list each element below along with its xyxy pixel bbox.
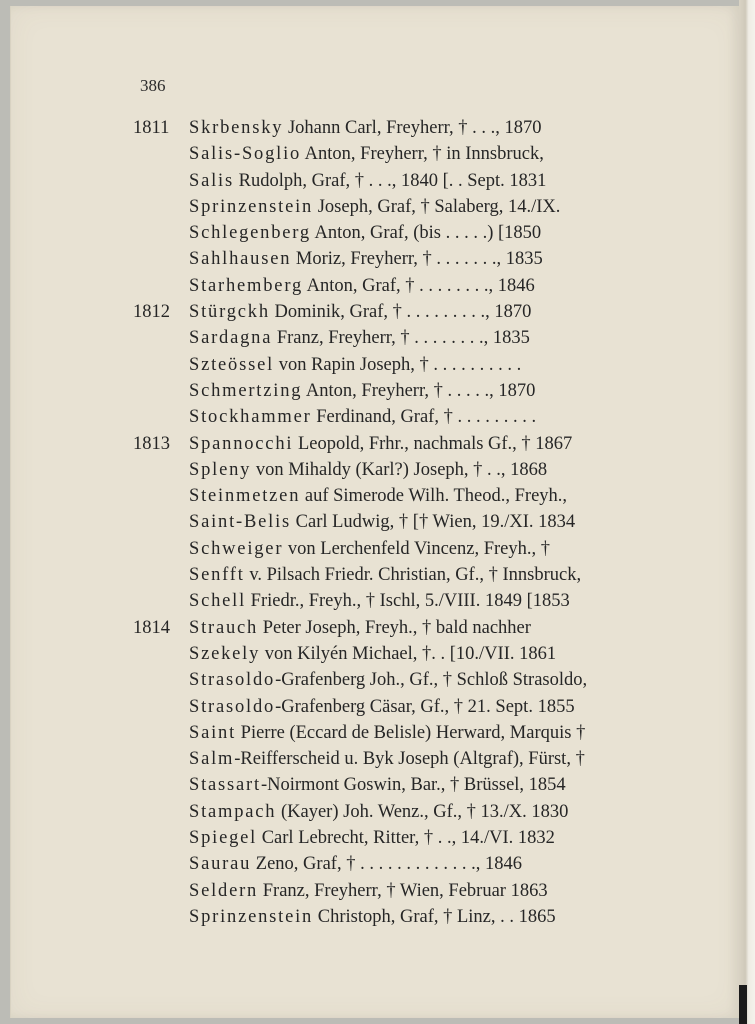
entry-details: -Noirmont Goswin, Bar., † Brüssel, 1854	[260, 775, 566, 796]
entry-name: Sardagna	[189, 328, 273, 349]
entry-text	[189, 881, 691, 902]
entry-name: Senfft	[189, 565, 245, 586]
entry-text	[189, 171, 691, 192]
entry-name: Stockhammer	[189, 407, 312, 428]
entry-details: -Grafenberg Cäsar, Gf., † 21. Sept. 1855	[275, 696, 575, 717]
entry-name: Saint	[189, 722, 237, 743]
list-item	[11, 618, 740, 644]
list-item	[11, 723, 740, 749]
entry-text	[189, 828, 691, 849]
entry-name: Seldern	[189, 880, 259, 901]
entry-name: Stassart	[189, 775, 261, 796]
entry-name: Schlegenberg	[189, 223, 311, 244]
list-item	[11, 486, 740, 512]
list-item	[11, 775, 740, 801]
entry-details: Carl Lebrecht, Ritter, † . ., 14./VI. 1832	[257, 828, 555, 849]
entry-details: v. Pilsach Friedr. Christian, Gf., † Innsbruck,	[244, 565, 582, 586]
entry-name: Szekely	[189, 643, 261, 664]
list-item	[11, 434, 740, 460]
list-item	[11, 171, 740, 197]
entry-text	[189, 697, 691, 718]
entry-text	[189, 644, 691, 665]
entry-details: Johann Carl, Freyherr, † . . ., 1870	[283, 118, 542, 138]
entry-text	[189, 565, 691, 586]
list-item	[11, 670, 740, 696]
entry-text	[189, 854, 691, 875]
entry-text	[189, 802, 691, 823]
entry-name: Spiegel	[189, 828, 258, 849]
entry-name: Salm	[189, 749, 235, 770]
list-item	[11, 591, 740, 617]
entry-list	[11, 118, 740, 933]
entry-details: Ferdinand, Graf, † . . . . . . . . .	[311, 407, 537, 428]
entry-details: auf Simerode Wilh. Theod., Freyh.,	[300, 486, 568, 507]
entry-details: von Lerchenfeld Vincenz, Freyh., †	[283, 538, 551, 559]
entry-name: Saint-Belis	[189, 512, 292, 533]
entry-details: Franz, Freyherr, † . . . . . . . ., 1835	[272, 328, 530, 349]
entry-text	[189, 907, 691, 928]
entry-text	[189, 328, 691, 349]
entry-name: Strasoldo	[189, 696, 276, 717]
entry-details: Peter Joseph, Freyh., † bald nachher	[258, 617, 531, 638]
book-page	[10, 6, 740, 1018]
list-item	[11, 144, 740, 170]
list-item	[11, 907, 740, 933]
list-item	[11, 460, 740, 486]
entry-text	[189, 197, 691, 218]
entry-details: Joseph, Graf, † Salaberg, 14./IX.	[313, 196, 561, 217]
entry-details: Pierre (Eccard de Belisle) Herward, Marquis †	[236, 722, 586, 743]
list-item	[11, 539, 740, 565]
entry-details: Friedr., Freyh., † Ischl, 5./VIII. 1849 [1853	[246, 591, 570, 612]
list-item	[11, 302, 740, 328]
list-item	[11, 749, 740, 775]
list-item	[11, 881, 740, 907]
entry-text	[189, 723, 691, 744]
list-item	[11, 197, 740, 223]
entry-name: Salis-Soglio	[189, 144, 302, 165]
entry-details: von Mihaldy (Karl?) Joseph, † . ., 1868	[251, 459, 548, 480]
entry-text	[189, 486, 691, 507]
list-item	[11, 512, 740, 538]
entry-text	[189, 223, 691, 244]
list-item	[11, 276, 740, 302]
list-item	[11, 223, 740, 249]
entry-year: 1813	[133, 433, 170, 454]
entry-details: -Reifferscheid u. Byk Joseph (Altgraf), Fürst, †	[234, 749, 585, 770]
entry-details: Anton, Graf, (bis . . . . .) [1850	[310, 223, 542, 244]
entry-text	[189, 512, 691, 533]
entry-details: von Kilyén Michael, †. . [10./VII. 1861	[260, 643, 557, 664]
list-item	[11, 328, 740, 354]
entry-text	[189, 434, 691, 455]
entry-text	[189, 749, 691, 770]
entry-text	[189, 591, 691, 612]
list-item	[11, 828, 740, 854]
page-number: 386	[140, 76, 166, 95]
entry-name: Sprinzenstein	[189, 196, 314, 217]
page-edge	[739, 0, 755, 1024]
entry-details: Christoph, Graf, † Linz, . . 1865	[313, 906, 556, 927]
entry-text	[189, 381, 691, 402]
entry-text	[189, 276, 691, 297]
entry-text	[189, 118, 691, 139]
entry-name: Stampach	[189, 801, 277, 822]
entry-name: Salis	[189, 170, 234, 191]
entry-details: Moriz, Freyherr, † . . . . . . ., 1835	[291, 249, 543, 270]
entry-details: Zeno, Graf, † . . . . . . . . . . . . ., 1846	[251, 854, 522, 875]
entry-text	[189, 249, 691, 270]
list-item	[11, 118, 740, 144]
entry-name: Schell	[189, 591, 247, 612]
entry-text	[189, 302, 691, 323]
list-item	[11, 565, 740, 591]
entry-name: Sprinzenstein	[189, 906, 314, 927]
entry-year: 1814	[133, 617, 170, 638]
list-item	[11, 407, 740, 433]
list-item	[11, 802, 740, 828]
entry-name: Starhemberg	[189, 275, 303, 296]
entry-text	[189, 618, 691, 639]
entry-details: Rudolph, Graf, † . . ., 1840 [. . Sept. 1831	[233, 170, 547, 191]
list-item	[11, 697, 740, 723]
entry-year: 1811	[133, 118, 170, 138]
entry-details: -Grafenberg Joh., Gf., † Schloß Strasoldo,	[275, 670, 588, 691]
entry-details: Anton, Freyherr, † . . . . ., 1870	[302, 380, 536, 401]
entry-name: Strasoldo	[189, 670, 276, 691]
entry-name: Schmertzing	[189, 380, 303, 401]
entry-name: Szteössel	[189, 354, 275, 375]
entry-name: Skrbensky	[189, 118, 284, 138]
entry-text	[189, 775, 691, 796]
entry-details: Anton, Freyherr, † in Innsbruck,	[301, 144, 544, 165]
entry-details: Anton, Graf, † . . . . . . . ., 1846	[303, 275, 535, 296]
entry-text	[189, 407, 691, 428]
entry-name: Stürgckh	[189, 302, 270, 323]
entry-details: (Kayer) Joh. Wenz., Gf., † 13./X. 1830	[276, 801, 569, 822]
entry-name: Saurau	[189, 854, 252, 875]
list-item	[11, 249, 740, 275]
entry-text	[189, 355, 691, 376]
list-item	[11, 854, 740, 880]
list-item	[11, 644, 740, 670]
entry-text	[189, 670, 691, 691]
list-item	[11, 355, 740, 381]
entry-details: Franz, Freyherr, † Wien, Februar 1863	[258, 880, 548, 901]
entry-text	[189, 539, 691, 560]
entry-name: Strauch	[189, 617, 259, 638]
entry-year: 1812	[133, 302, 170, 323]
list-item	[11, 381, 740, 407]
entry-name: Spannocchi	[189, 433, 294, 454]
entry-name: Spleny	[189, 459, 252, 480]
entry-details: Leopold, Frhr., nachmals Gf., † 1867	[293, 433, 573, 454]
entry-details: von Rapin Joseph, † . . . . . . . . . .	[274, 354, 522, 375]
entry-name: Schweiger	[189, 538, 284, 559]
entry-name: Steinmetzen	[189, 486, 301, 507]
entry-text	[189, 460, 691, 481]
book-spine	[739, 985, 747, 1024]
entry-name: Sahlhausen	[189, 249, 292, 270]
entry-text	[189, 144, 691, 165]
entry-details: Dominik, Graf, † . . . . . . . . ., 1870	[269, 302, 532, 323]
entry-details: Carl Ludwig, † [† Wien, 19./XI. 1834	[291, 512, 576, 533]
